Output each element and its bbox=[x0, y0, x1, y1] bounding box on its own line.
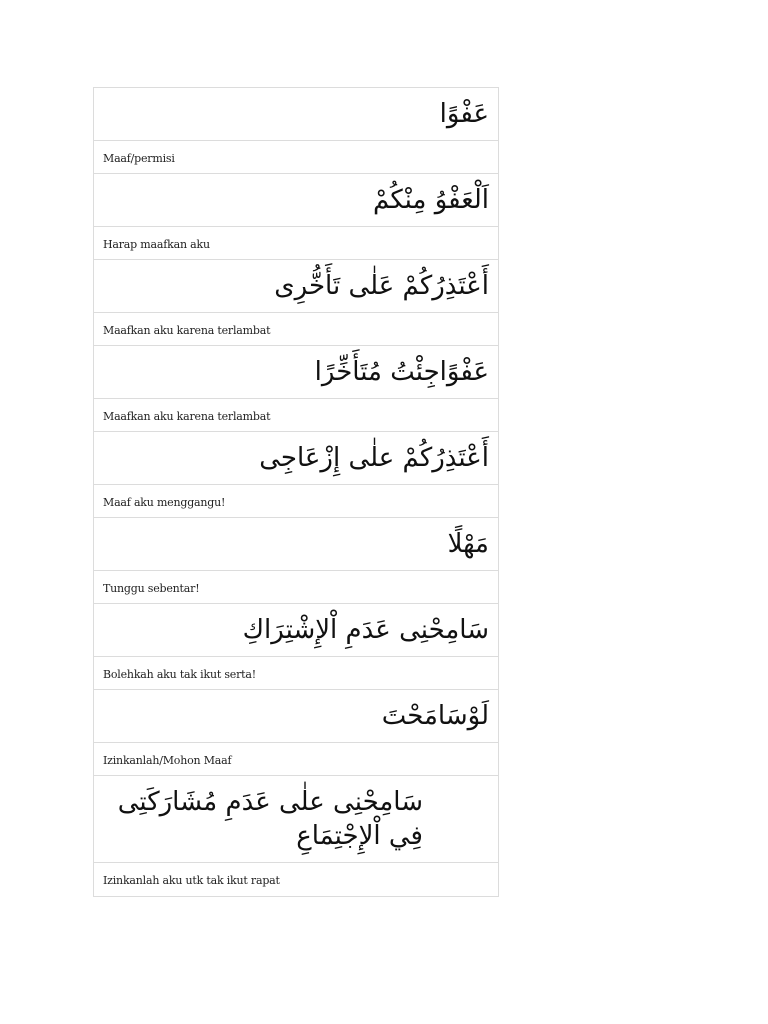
arabic-phrase: عَفْوًا bbox=[439, 99, 489, 129]
translation-row bbox=[94, 571, 498, 604]
translation-row bbox=[94, 141, 498, 174]
translation-row bbox=[94, 227, 498, 260]
arabic-row bbox=[94, 432, 498, 485]
translation-row bbox=[94, 313, 498, 346]
translation-text: Maafkan aku karena terlambat bbox=[103, 323, 271, 337]
translation-text: Izinkanlah/Mohon Maaf bbox=[103, 753, 232, 767]
arabic-row bbox=[94, 690, 498, 743]
translation-row bbox=[94, 399, 498, 432]
arabic-row bbox=[94, 174, 498, 227]
phrase-table bbox=[93, 87, 499, 897]
translation-row bbox=[94, 485, 498, 518]
translation-row bbox=[94, 657, 498, 690]
arabic-phrase: مَهْلًا bbox=[447, 529, 489, 559]
arabic-row bbox=[94, 604, 498, 657]
arabic-row bbox=[94, 346, 498, 399]
translation-text: Harap maafkan aku bbox=[103, 237, 210, 251]
arabic-row bbox=[94, 88, 498, 141]
arabic-phrase: أَعْتَذِرُكُمْ عَلٰى تَأَخُّرِى bbox=[274, 271, 489, 301]
arabic-phrase: أَعْتَذِرُكُمْ علٰى إِزْعَاجِى bbox=[259, 443, 489, 473]
translation-row bbox=[94, 743, 498, 776]
arabic-phrase: عَفْوًاجِئْتُ مُتَأَخِّرًا bbox=[314, 357, 489, 387]
translation-text: Maaf/permisi bbox=[103, 151, 175, 165]
translation-text: Izinkanlah aku utk tak ikut rapat bbox=[103, 874, 280, 887]
translation-row bbox=[94, 863, 498, 896]
translation-text: Maaf aku menggangu! bbox=[103, 495, 226, 509]
translation-text: Bolehkah aku tak ikut serta! bbox=[103, 667, 256, 681]
translation-text: Tunggu sebentar! bbox=[103, 581, 200, 595]
arabic-row bbox=[94, 260, 498, 313]
arabic-phrase: سَامِحْنِى عَدَمِ اْلإِشْتِرَاكِ bbox=[242, 615, 489, 645]
arabic-phrase: اَلْعَفْوُ مِنْكُمْ bbox=[373, 185, 489, 215]
arabic-row bbox=[94, 518, 498, 571]
arabic-phrase: لَوْسَامَحْتَ bbox=[381, 701, 489, 731]
translation-text: Maafkan aku karena terlambat bbox=[103, 409, 271, 423]
arabic-row bbox=[94, 776, 498, 863]
arabic-phrase: سَامِحْنِى علٰى عَدَمِ مُشَارَكَتِى فِي اْلإِجْتِمَاعِ bbox=[117, 787, 423, 851]
